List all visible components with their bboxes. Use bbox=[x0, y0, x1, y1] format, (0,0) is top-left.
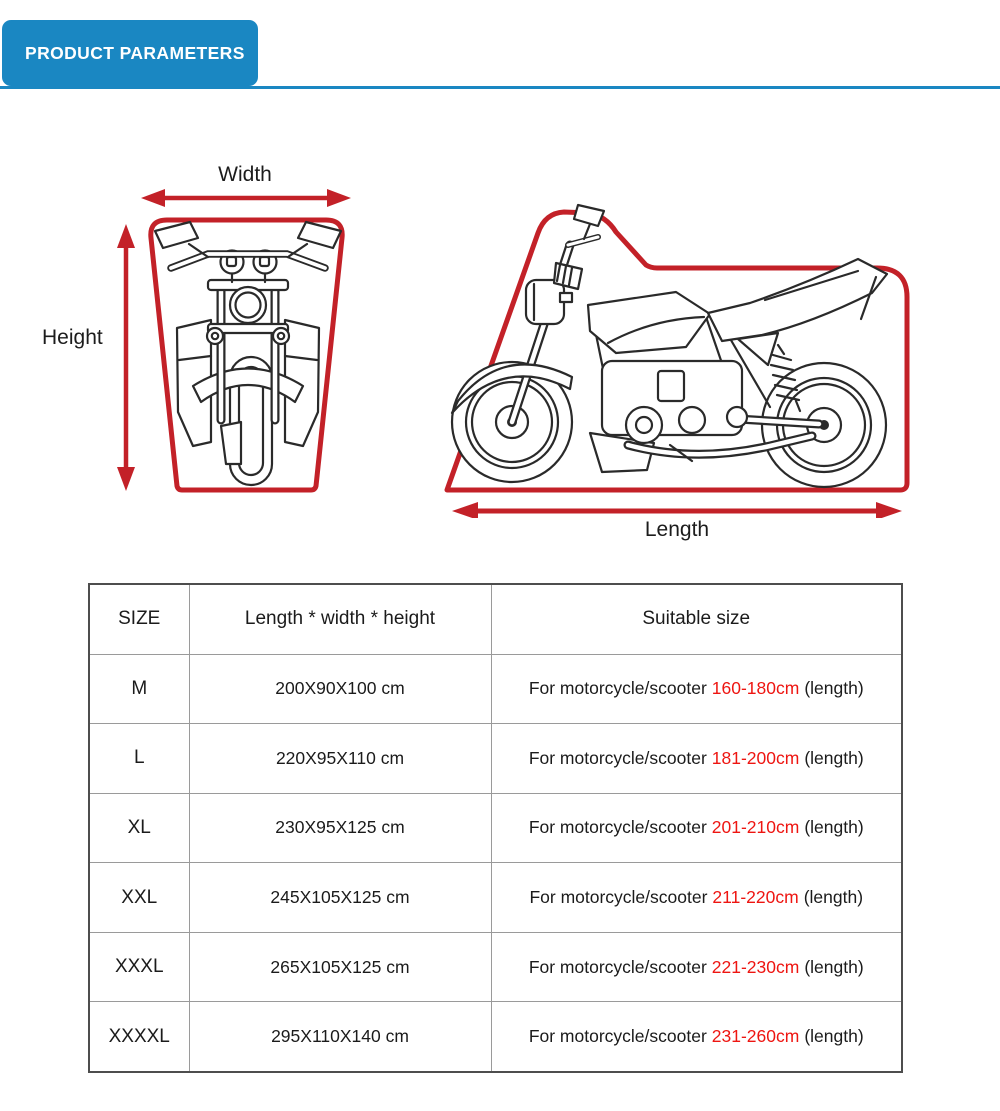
table-header-row bbox=[89, 584, 902, 654]
table-row bbox=[89, 654, 902, 724]
motorcycle-side-art bbox=[452, 205, 887, 487]
dimensions-cell: 295X110X140 cm bbox=[189, 1002, 491, 1072]
suitable-cell bbox=[491, 654, 902, 724]
size-cell: XL bbox=[89, 793, 189, 863]
suitable-range: 231-260cm bbox=[711, 1026, 800, 1047]
height-arrow-icon bbox=[117, 224, 135, 491]
suitable-prefix: For motorcycle/scooter bbox=[528, 747, 707, 768]
suitable-prefix: For motorcycle/scooter bbox=[528, 956, 707, 977]
suitable-prefix: For motorcycle/scooter bbox=[528, 1026, 707, 1047]
size-table bbox=[88, 583, 903, 1073]
dimensions-cell: 220X95X110 cm bbox=[189, 724, 491, 794]
width-arrow-icon bbox=[141, 189, 351, 207]
suitable-suffix: (length) bbox=[804, 678, 864, 699]
length-arrow-icon bbox=[452, 502, 902, 518]
column-header-dimensions: Length * width * height bbox=[189, 584, 491, 654]
column-header-suitable: Suitable size bbox=[491, 584, 902, 654]
size-cell: L bbox=[89, 724, 189, 794]
table-row bbox=[89, 863, 902, 933]
suitable-cell bbox=[491, 793, 902, 863]
suitable-range: 221-230cm bbox=[711, 956, 800, 977]
table-row bbox=[89, 724, 902, 794]
table-row bbox=[89, 793, 902, 863]
section-header-tab bbox=[2, 20, 258, 86]
suitable-suffix: (length) bbox=[804, 956, 864, 977]
suitable-suffix: (length) bbox=[803, 887, 864, 908]
suitable-range: 160-180cm bbox=[711, 678, 800, 699]
suitable-cell bbox=[491, 1002, 902, 1072]
accent-divider bbox=[0, 86, 1000, 89]
table-row bbox=[89, 1002, 902, 1072]
size-cell: XXXXL bbox=[89, 1002, 189, 1072]
dimensions-cell: 265X105X125 cm bbox=[189, 932, 491, 1002]
suitable-range: 201-210cm bbox=[711, 817, 800, 838]
width-label: Width bbox=[218, 163, 272, 186]
length-label: Length bbox=[644, 518, 710, 541]
suitable-suffix: (length) bbox=[804, 1026, 864, 1047]
side-view-diagram bbox=[440, 193, 910, 518]
suitable-suffix: (length) bbox=[804, 817, 864, 838]
suitable-range: 181-200cm bbox=[711, 747, 800, 768]
suitable-prefix: For motorcycle/scooter bbox=[528, 817, 707, 838]
motorcycle-front-art bbox=[155, 222, 341, 485]
front-view-diagram bbox=[105, 158, 355, 563]
suitable-cell bbox=[491, 932, 902, 1002]
table-row bbox=[89, 932, 902, 1002]
suitable-cell bbox=[491, 724, 902, 794]
size-cell: M bbox=[89, 654, 189, 724]
page-title: PRODUCT PARAMETERS bbox=[25, 42, 245, 63]
dimensions-cell: 200X90X100 cm bbox=[189, 654, 491, 724]
suitable-prefix: For motorcycle/scooter bbox=[529, 887, 708, 908]
height-label: Height bbox=[42, 326, 103, 349]
size-cell: XXL bbox=[89, 863, 189, 933]
suitable-cell bbox=[491, 863, 902, 933]
dimensions-cell: 245X105X125 cm bbox=[189, 863, 491, 933]
dimensions-cell: 230X95X125 cm bbox=[189, 793, 491, 863]
size-cell: XXXL bbox=[89, 932, 189, 1002]
column-header-size: SIZE bbox=[89, 584, 189, 654]
suitable-suffix: (length) bbox=[804, 747, 864, 768]
suitable-prefix: For motorcycle/scooter bbox=[528, 678, 707, 699]
suitable-range: 211-220cm bbox=[712, 887, 799, 908]
